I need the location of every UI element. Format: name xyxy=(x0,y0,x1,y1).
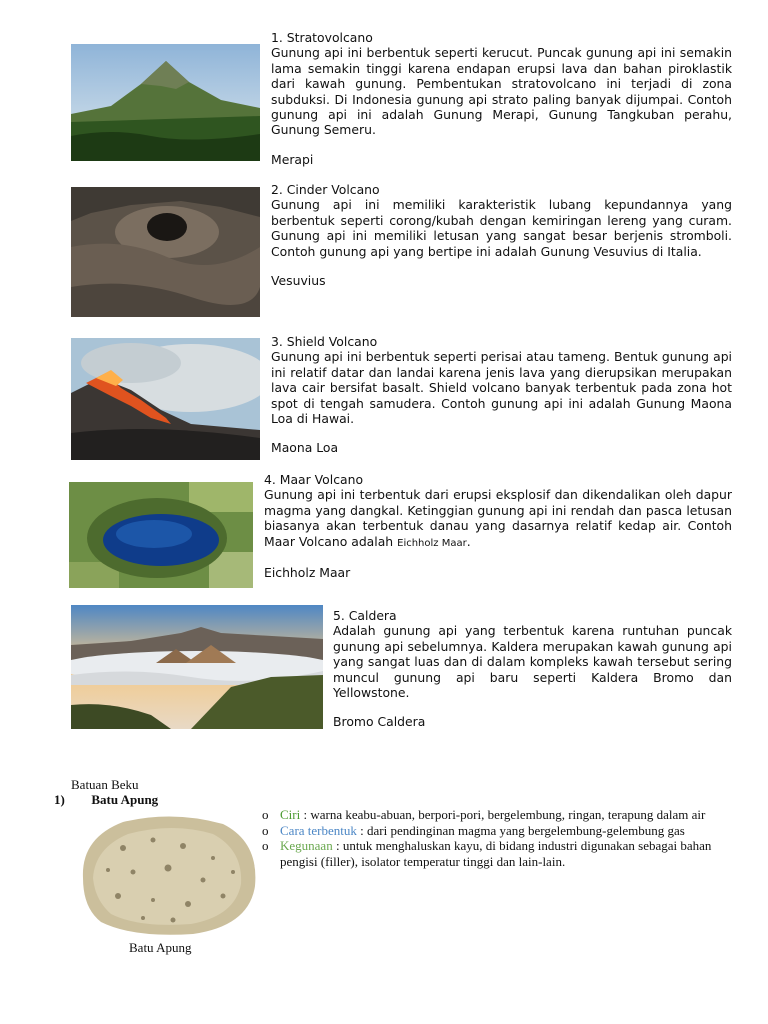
bullet-icon: o xyxy=(262,838,269,853)
volcano-heading-1: 1. Stratovolcano xyxy=(271,30,373,45)
rock-detail-text: : dari pendinginan magma yang bergelembung-gelembung gas xyxy=(356,822,685,838)
volcano-caption-1: Merapi xyxy=(271,151,314,167)
rock-detail-text: : untuk menghaluskan kayu, di bidang industri digunakan sebagai bahan pengisi (filler), isolator temperatur tinggi dan lain-lain. xyxy=(280,838,712,869)
rock-detail-text: : warna keabu-abuan, berpori-pori, bergelembung, ringan, terapung dalam air xyxy=(300,807,706,822)
rock-detail-kegunaan xyxy=(262,838,722,869)
volcano-caption-2: Vesuvius xyxy=(271,273,326,289)
volcano-caption-3: Maona Loa xyxy=(271,440,339,456)
rock-item-heading xyxy=(54,792,158,808)
volcano-heading-5: 5. Caldera xyxy=(333,608,397,623)
cinder-volcano-photo xyxy=(71,187,260,317)
shield-volcano-photo xyxy=(71,338,260,460)
volcano-heading-2: 2. Cinder Volcano xyxy=(271,182,380,197)
rock-section-title: Batuan Beku xyxy=(71,777,139,792)
volcano-caption-4: Eichholz Maar xyxy=(264,565,351,581)
pumice-stone-photo xyxy=(73,808,263,940)
rock-item-title: Batu Apung xyxy=(91,792,159,807)
volcano-description-4-text: Gunung api ini terbentuk dari erupsi eksplosif dan dikendalikan oleh dapur magma yang dangkal. Ketinggian gunung api ini rendah dan pasca letusan biasanya akan terbentuk danau yang dasarnya relatif kedap air. Contoh Maar Volcano adalah xyxy=(264,487,732,549)
rock-item-number: 1) xyxy=(54,792,65,807)
bullet-icon: o xyxy=(262,822,269,838)
rock-detail-cara-terbentuk xyxy=(262,823,722,839)
volcano-description-5: Adalah gunung api yang terbentuk karena runtuhan puncak gunung api sebelumnya. Kaldera merupakan kawah gunung api yang sangat luas dan di dalam kompleks kawah tersebut sering muncul gunung api baru seperti Kaldera Bromo dan Yellowstone. xyxy=(333,623,732,701)
volcano-description-1: Gunung api ini berbentuk seperti kerucut. Puncak gunung api ini semakin lama semakin tinggi karena endapan erupsi lava dan bahan piroklastik dari kawah gunung. Pembentukan stratovolcano ini terjadi di zona subduksi. Di Indonesia gunung api strato paling banyak dijumpai. Contoh gunung api ini adalah Gunung Merapi, Gunung Tangkuban perahu, Gunung Semeru. xyxy=(271,45,732,138)
caldera-photo xyxy=(71,605,323,729)
volcano-heading-3: 3. Shield Volcano xyxy=(271,334,378,349)
rock-detail-label: Kegunaan xyxy=(280,838,333,853)
volcano-description-4-example: Eichholz Maar xyxy=(397,537,467,549)
volcano-description-4: Gunung api ini terbentuk dari erupsi eksplosif dan dikendalikan oleh dapur magma yang dangkal. Ketinggian gunung api ini rendah dan pasca letusan biasanya akan terbentuk danau yang dasarnya relatif kedap air. Contoh Maar Volcano adalah Eichholz Maar. xyxy=(264,487,732,549)
rock-detail-label: Ciri xyxy=(280,807,301,822)
volcano-heading-4: 4. Maar Volcano xyxy=(264,472,364,487)
volcano-caption-5: Bromo Caldera xyxy=(333,714,426,730)
rock-details-list xyxy=(262,807,722,869)
volcano-description-3: Gunung api ini berbentuk seperti perisai atau tameng. Bentuk gunung api ini relatif datar dan landai karena jenis lava yang dierupsikan merupakan lava cair bersifat basalt. Shield volcano banyak terbentuk pada zona hot spot di tengah samudera. Contoh gunung api ini adalah Gunung Maona Loa di Hawai. xyxy=(271,349,732,427)
bullet-icon: o xyxy=(262,807,269,822)
maar-volcano-photo xyxy=(69,482,253,588)
volcano-description-2: Gunung api ini memiliki karakteristik lubang kepundannya yang berbentuk seperti corong/kubah dengan kemiringan lereng yang curam. Gunung api ini memiliki letusan yang sangat besar berjenis stromboli. Contoh gunung api yang bertipe ini adalah Gunung Vesuvius di Italia. xyxy=(271,197,732,259)
stratovolcano-photo xyxy=(71,44,260,161)
pumice-image-caption: Batu Apung xyxy=(129,940,192,955)
rock-detail-label: Cara terbentuk xyxy=(280,822,357,838)
rock-detail-ciri xyxy=(262,807,722,823)
